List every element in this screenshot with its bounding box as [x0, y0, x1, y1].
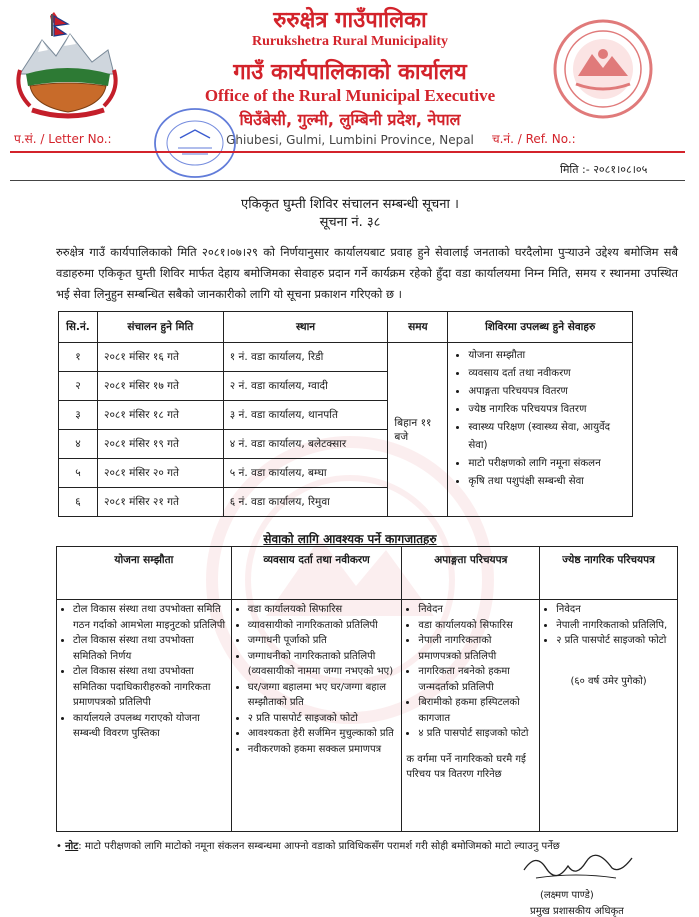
signature-scribble	[516, 848, 636, 886]
list-item: • नेपाली नागरिकताको प्रतिलिपि,	[556, 618, 673, 634]
office-name-nepali: गाउँ कार्यपालिकाको कार्यालय	[233, 60, 467, 85]
row-date: २०८१ मंसिर १९ गते	[97, 430, 223, 459]
service-item: • अपाङ्गता परिचयपत्र वितरण	[468, 383, 626, 401]
service-item: • योजना सम्झौता	[468, 347, 626, 365]
municipality-name-nepali: रुरुक्षेत्र गाउँपालिका	[273, 8, 427, 33]
header-serial: सि.नं.	[59, 312, 98, 343]
list-item: • आवश्यकता हेरी सर्जमिन मुचुल्काको प्रति	[248, 726, 398, 742]
header-place: स्थान	[223, 312, 388, 343]
date-divider	[10, 180, 685, 181]
note-label: नोट	[65, 841, 79, 852]
row-serial: ५	[59, 459, 98, 488]
row-place: ३ नं. वडा कार्यालय, थानपति	[223, 401, 388, 430]
list-item: • नवीकरणको हकमा सक्कल प्रमाणपत्र	[248, 742, 398, 758]
table-header-row	[57, 547, 678, 600]
list-item: • जग्गाधनीको नागरिकताको प्रतिलिपी (व्यवसायीको नाममा जग्गा नभएको भए)	[248, 649, 398, 680]
list-item: • वडा कार्यालयको सिफारिस	[248, 602, 398, 618]
header-business-registration: व्यवसाय दर्ता तथा नवीकरण	[231, 547, 402, 600]
list-item: • व्यावसायीको नागरिकताको प्रतिलिपी	[248, 618, 398, 634]
row-place: १ नं. वडा कार्यालय, रिडी	[223, 343, 388, 372]
row-date: २०८१ मंसिर १७ गते	[97, 372, 223, 401]
plan-agreement-docs	[57, 600, 232, 832]
office-stamp	[150, 104, 240, 182]
service-item: • कृषि तथा पशुपंक्षी सम्बन्धी सेवा	[468, 473, 626, 491]
list-item: • टोल विकास संस्था तथा उपभोक्ता समितिका पदाधिकारीहरुको नागरिकता प्रमाणपत्रको प्रतिलिपी	[73, 664, 227, 711]
letter-number-label: प.सं. / Letter No.:	[14, 132, 112, 146]
senior-citizen-age-note: (६० वर्ष उमेर पुगेको)	[570, 675, 647, 687]
row-date: २०८१ मंसिर २० गते	[97, 459, 223, 488]
header-disability-card: अपाङ्गता परिचयपत्र	[402, 547, 540, 600]
business-registration-docs	[231, 600, 402, 832]
row-place: ४ नं. वडा कार्यालय, बलेटक्सार	[223, 430, 388, 459]
issue-date: मिति :- २०८१।०८।०५	[560, 163, 648, 176]
service-item: • ज्येष्ठ नागरिक परिचयपत्र वितरण	[468, 401, 626, 419]
list-item: • नागरिकता नबनेको हकमा जन्मदर्ताको प्रतिलिपी	[418, 664, 535, 695]
office-name-english: Office of the Rural Municipal Executive	[204, 86, 496, 105]
required-documents-table	[56, 546, 678, 832]
services-cell	[448, 343, 633, 517]
row-place: ५ नं. वडा कार्यालय, बम्घा	[223, 459, 388, 488]
list-item: • घर/जग्गा बहालमा भए घर/जग्गा बहाल सम्झौताको प्रति	[248, 680, 398, 711]
row-serial: ३	[59, 401, 98, 430]
notice-body: रुरुक्षेत्र गाउँ कार्यपालिकाको मिति २०८१।०७।२९ को निर्णयानुसार कार्यालयबाट प्रवाह हुने सेवालाई जनताको घरदैलोमा पुऱ्याउने उद्देश्य बमोजिम सबै वडाहरुमा एकिकृत घुम्ती शिविर मार्फत देहाय बमोजिमका सेवाहरु प्रदान गर्ने कार्यक्रम रहेको हुँदा वडा कार्यालयमा निम्न मिति, समय र स्थानमा उपस्थित भई सेवा लिनुहुन सम्बन्धित सबैको जानकारीको लागि यो सूचना प्रकाशन गरिएको छ ।	[56, 245, 678, 301]
notice-subject: एकिकृत घुम्ती शिविर संचालन सम्बन्धी सूचना ।	[241, 197, 459, 212]
reference-number-label: च.नं. / Ref. No.:	[492, 132, 576, 146]
row-date: २०८१ मंसिर १६ गते	[97, 343, 223, 372]
row-date: २०८१ मंसिर १८ गते	[97, 401, 223, 430]
header-date: संचालन हुने मिति	[97, 312, 223, 343]
list-item: • २ प्रति पासपोर्ट साइजको फोटो	[556, 633, 673, 649]
list-item: • ४ प्रति पासपोर्ट साइजको फोटो	[418, 726, 535, 742]
header-plan-agreement: योजना सम्झौता	[57, 547, 232, 600]
nepal-emblem-logo	[12, 10, 122, 120]
senior-citizen-card-docs	[540, 600, 678, 832]
disability-card-docs	[402, 600, 540, 832]
row-place: २ नं. वडा कार्यालय, ग्वादी	[223, 372, 388, 401]
row-serial: ४	[59, 430, 98, 459]
list-item: • टोल विकास संस्था तथा उपभोक्ता समितिको निर्णय	[73, 633, 227, 664]
list-item: • कार्यालयले उपलब्ध गराएको योजना सम्बन्धी विवरण पुस्तिका	[73, 711, 227, 742]
service-item: • माटो परीक्षणको लागि नमूना संकलन	[468, 455, 626, 473]
municipality-name-english: Rurukshetra Rural Municipality	[251, 34, 448, 49]
list-item: • टोल विकास संस्था तथा उपभोक्ता समिति गठन गर्दाको आमभेला माइनुटको प्रतिलिपी	[73, 602, 227, 633]
list-item: • निवेदन	[418, 602, 535, 618]
service-item: • व्यवसाय दर्ता तथा नवीकरण	[468, 365, 626, 383]
list-item: • नेपाली नागरिकताको प्रमाणपत्रको प्रतिलिपी	[418, 633, 535, 664]
row-serial: ६	[59, 488, 98, 517]
camp-schedule-table	[58, 311, 633, 517]
list-item: • बिरामीको हकमा हस्पिटलको कागजात	[418, 695, 535, 726]
address-nepali: घिउँबेसी, गुल्मी, लुम्बिनी प्रदेश, नेपाल	[239, 110, 461, 129]
disability-card-note: क वर्गमा पर्ने नागरिकको घरमै गई परिचय पत्र वितरण गरिनेछ	[406, 753, 526, 780]
table-row	[57, 600, 678, 832]
header-divider	[10, 151, 685, 153]
list-item: • २ प्रति पासपोर्ट साइजको फोटो	[248, 711, 398, 727]
list-item: • निवेदन	[556, 602, 673, 618]
required-documents-title: सेवाको लागि आवश्यक पर्ने कागजातहरु	[263, 532, 437, 546]
table-header-row	[59, 312, 633, 343]
note-text: : माटो परीक्षणको लागि माटोको नमूना संकलन सम्बन्धमा आफ्नो वडाको प्राविधिकसँग परामर्श गरी सोही बमोजिमको माटो ल्याउनु पर्नेछ	[78, 841, 560, 852]
header-time: समय	[388, 312, 448, 343]
row-serial: २	[59, 372, 98, 401]
signatory-title: प्रमुख प्रशासकीय अधिकृत	[530, 906, 624, 917]
camp-time: बिहान ११ बजे	[388, 343, 448, 517]
list-item: • जग्गाधनी पूर्जाको प्रति	[248, 633, 398, 649]
bullet-icon: •	[56, 841, 66, 852]
header-services: शिविरमा उपलब्ध हुने सेवाहरु	[448, 312, 633, 343]
row-place: ६ नं. वडा कार्यालय, रिमुवा	[223, 488, 388, 517]
header-senior-citizen-card: ज्येष्ठ नागरिक परिचयपत्र	[540, 547, 678, 600]
address-english: Ghiubesi, Gulmi, Lumbini Province, Nepal	[226, 133, 474, 147]
row-date: २०८१ मंसिर २१ गते	[97, 488, 223, 517]
row-serial: १	[59, 343, 98, 372]
service-item: • स्वास्थ्य परिक्षण (स्वास्थ्य सेवा, आयुर्वेद सेवा)	[468, 419, 626, 455]
list-item: • वडा कार्यालयको सिफारिस	[418, 618, 535, 634]
signatory-name: (लक्ष्मण पाण्डे)	[540, 890, 594, 901]
notice-number: सूचना नं. ३८	[319, 215, 381, 230]
table-row	[59, 343, 633, 372]
